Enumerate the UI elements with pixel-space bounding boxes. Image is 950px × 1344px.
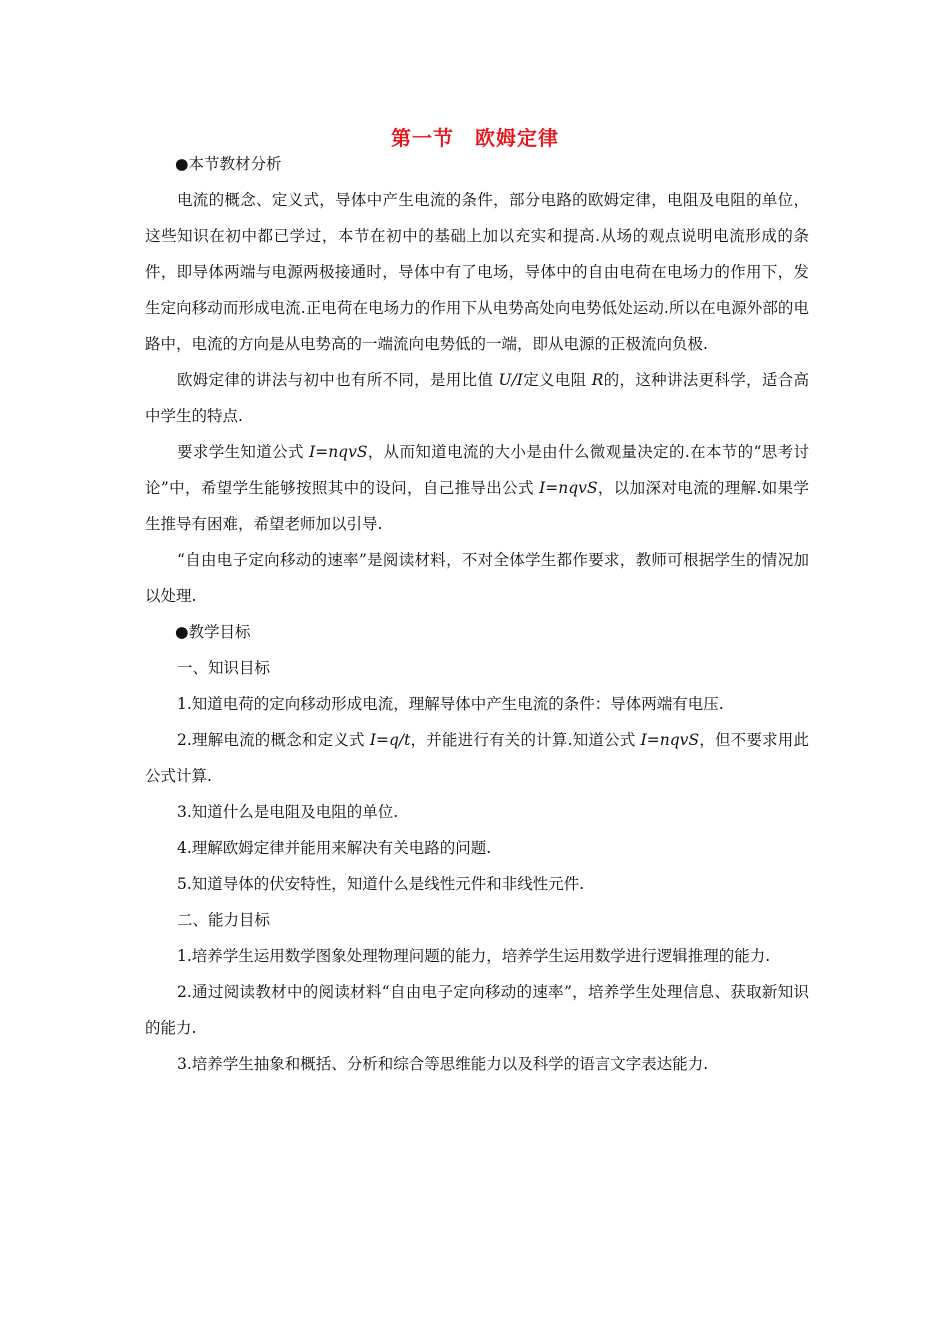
knowledge-item-5: 5.知道导体的伏安特性，知道什么是线性元件和非线性元件. [177, 875, 585, 893]
ability-item-1: 1.培养学生运用数学图象处理物理问题的能力，培养学生运用数学进行逻辑推理的能力. [177, 947, 771, 965]
formula-iqt: I=q/t [369, 731, 411, 749]
formula-inqvs: I=nqvS [309, 443, 368, 461]
formula-inqvs: I=nqvS [539, 479, 598, 497]
knowledge-item-3: 3.知道什么是电阻及电阻的单位. [177, 803, 399, 821]
knowledge-heading: 一、知识目标 [177, 659, 271, 677]
analysis-paragraph-4: “自由电子定向移动的速率”是阅读材料，不对全体学生都作要求，教师可根据学生的情况加以处理. [145, 551, 809, 605]
analysis-paragraph-2: 欧姆定律的讲法与初中也有所不同，是用比值 U/I定义电阻 R的，这种讲法更科学，适合高中学生的特点. [145, 371, 809, 425]
section-heading-objectives: ●教学目标 [175, 623, 251, 641]
page-title: 第一节 欧姆定律 [391, 126, 559, 150]
symbol-r: R [591, 371, 604, 389]
section-heading-analysis: ●本节教材分析 [175, 155, 282, 173]
analysis-paragraph-1: 电流的概念、定义式，导体中产生电流的条件，部分电路的欧姆定律，电阻及电阻的单位，这些知识在初中都已学过，本节在初中的基础上加以充实和提高.从场的观点说明电流形成的条件，即导体两端与电源两极接通时，导体中有了电场，导体中的自由电荷在电场力的作用下，发生定向移动而形成电流.正电荷在电场力的作用下从电势高处向电势低处运动.所以在电源外部的电路中，电流的方向是从电势高的一端流向电势低的一端，即从电源的正极流向负极. [145, 191, 809, 353]
ability-heading: 二、能力目标 [177, 911, 271, 929]
analysis-paragraph-3: 要求学生知道公式 I=nqvS，从而知道电流的大小是由什么微观量决定的.在本节的“思考讨论”中，希望学生能够按照其中的设问，自己推导出公式 I=nqvS，以加深对电流的理解.如果学生推导有困难，希望老师加以引导. [145, 443, 809, 533]
document-body [145, 146, 809, 1082]
formula-inqvs: I=nqvS [640, 731, 700, 749]
formula-u-over-i: U/I [498, 371, 523, 389]
ability-item-2: 2.通过阅读教材中的阅读材料“自由电子定向移动的速率”，培养学生处理信息、获取新知识的能力. [145, 983, 809, 1037]
ability-item-3: 3.培养学生抽象和概括、分析和综合等思维能力以及科学的语言文字表达能力. [177, 1055, 709, 1073]
knowledge-item-2: 2.理解电流的概念和定义式 I=q/t，并能进行有关的计算.知道公式 I=nqvS，但不要求用此公式计算. [145, 731, 809, 785]
knowledge-item-4: 4.理解欧姆定律并能用来解决有关电路的问题. [177, 839, 492, 857]
knowledge-item-1: 1.知道电荷的定向移动形成电流，理解导体中产生电流的条件：导体两端有电压. [177, 695, 724, 713]
